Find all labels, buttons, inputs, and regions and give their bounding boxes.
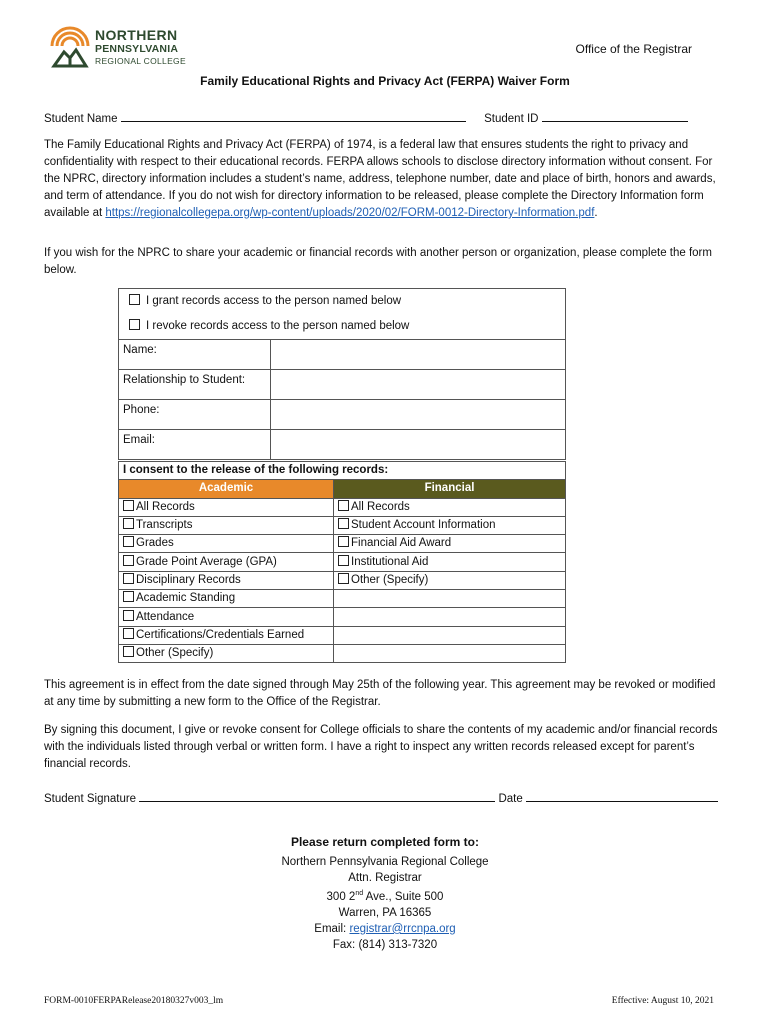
intro-end: . [594,207,598,219]
checkbox[interactable] [123,555,134,566]
registrar-email-link[interactable]: registrar@rrcnpa.org [349,922,456,935]
empty-cell [334,626,566,644]
financial-institutional-aid[interactable] [334,553,566,571]
directory-form-link[interactable]: https://regionalcollegepa.org/wp-content/uploads/2020/02/FORM-0012-Directory-Information.pdf [105,207,595,219]
checkbox[interactable] [123,591,134,602]
academic-transcripts[interactable] [119,516,334,534]
financial-header: Financial [334,480,566,498]
address-street: Ave., Suite 500 [363,890,444,903]
checkbox[interactable] [338,500,349,511]
checkbox[interactable] [123,610,134,621]
logo-line3: REGIONAL COLLEGE [95,55,186,66]
revoke-option[interactable] [129,314,565,339]
name-row [119,340,566,370]
option-label: All Records [136,500,195,513]
email-label: Email: [119,430,271,460]
effective-date: Effective: August 10, 2021 [611,996,714,1006]
return-city: Warren, PA 16365 [338,906,432,919]
address-number: 300 2 [326,890,356,903]
checkbox[interactable] [338,518,349,529]
checkbox[interactable] [123,500,134,511]
academic-all-records[interactable] [119,498,334,516]
return-fax: Fax: (814) 313-7320 [332,938,438,951]
signature-line[interactable] [139,789,495,802]
academic-disciplinary[interactable] [119,571,334,589]
checkbox[interactable] [123,573,134,584]
logo-line2: PENNSYLVANIA [95,43,179,55]
email-label-text: Email: [314,922,350,935]
signature-label: Student Signature [44,793,137,805]
option-label: Financial Aid Award [351,537,452,550]
relationship-label: Relationship to Student: [119,370,271,400]
checkbox[interactable] [338,536,349,547]
financial-aid-award[interactable] [334,535,566,553]
access-table [118,288,566,460]
address-suffix: nd [355,890,364,897]
financial-student-account[interactable] [334,516,566,534]
student-id-line[interactable] [542,109,688,122]
academic-gpa[interactable] [119,553,334,571]
academic-header: Academic [119,480,334,498]
records-heading: I consent to the release of the following records: [119,462,566,480]
student-name-line[interactable] [121,109,466,122]
revoke-checkbox[interactable] [129,319,140,330]
option-label: Academic Standing [136,592,236,605]
option-label: Other (Specify) [351,573,429,586]
checkbox[interactable] [123,518,134,529]
grant-option[interactable] [129,289,565,314]
student-id-label: Student ID [484,113,539,125]
option-label: Grades [136,537,174,550]
academic-certifications[interactable] [119,626,334,644]
college-logo-icon [48,26,92,70]
access-options-cell [119,289,566,340]
academic-attendance[interactable] [119,608,334,626]
student-name-label: Student Name [44,113,118,125]
logo-line1: NORTHERN [95,27,178,43]
intro-text: The Family Educational Rights and Privacy Act (FERPA) of 1974, is a federal law that ensures students the right to privacy and confidentiality with respect to their educational records. FERPA allows schools to disclose directory information without consent. For the NPRC, directory information includes a student’s name, address, telephone number, date and place of birth, honors and awards, and term of attendance. If you do not wish for directory information to be released, please complete the Directory Information form available at [44,139,716,219]
financial-other[interactable] [334,571,566,589]
option-label: Institutional Aid [351,555,429,568]
checkbox[interactable] [338,573,349,584]
college-logo [48,26,198,72]
return-email-line [0,921,770,937]
phone-label: Phone: [119,400,271,430]
email-row [119,430,566,460]
name-label: Name: [119,340,271,370]
revoke-label: I revoke records access to the person named below [146,320,410,332]
office-label: Office of the Registrar [575,42,692,56]
form-title: Family Educational Rights and Privacy Act (FERPA) Waiver Form [200,74,570,88]
option-label: Transcripts [136,519,193,532]
empty-cell [334,644,566,662]
option-label: Other (Specify) [136,647,214,660]
checkbox[interactable] [123,646,134,657]
grant-checkbox[interactable] [129,294,140,305]
share-paragraph: If you wish for the NPRC to share your academic or financial records with another person or organization, please complete the form below. [44,247,712,276]
checkbox[interactable] [123,536,134,547]
name-input[interactable] [271,340,566,370]
agreement-paragraph: This agreement is in effect from the date signed through May 25th of the following year. This agreement may be revoked or modified at any time by submitting a new form to the Office of the Registrar. [44,679,716,708]
academic-standing[interactable] [119,590,334,608]
return-address [0,886,770,905]
option-label: All Records [351,500,410,513]
intro-paragraph [44,137,726,222]
consent-paragraph: By signing this document, I give or revoke consent for College officials to share the contents of my academic and/or financial records with the individuals listed through verbal or written form. I have a right to inspect any written records released except for parent’s financial records. [44,724,718,770]
option-label: Disciplinary Records [136,573,241,586]
empty-cell [334,608,566,626]
grant-label: I grant records access to the person named below [146,295,402,307]
date-line[interactable] [526,789,718,802]
date-label: Date [498,793,523,805]
return-attn: Attn. Registrar [348,872,422,884]
phone-row [119,400,566,430]
option-label: Student Account Information [351,519,496,532]
checkbox[interactable] [123,628,134,639]
return-block [0,834,770,953]
email-input[interactable] [271,430,566,460]
option-label: Grade Point Average (GPA) [136,555,277,568]
academic-other[interactable] [119,644,334,662]
student-fields-row [44,109,734,128]
option-label: Attendance [136,610,195,623]
empty-cell [334,590,566,608]
option-label: Certifications/Credentials Earned [136,628,305,641]
relationship-row [119,370,566,400]
phone-input[interactable] [271,400,566,430]
signature-row [44,789,734,808]
relationship-input[interactable] [271,370,566,400]
records-table [118,461,566,663]
checkbox[interactable] [338,555,349,566]
form-id: FORM-0010FERPARelease20180327v003_lm [44,996,224,1006]
financial-all-records[interactable] [334,498,566,516]
return-org: Northern Pennsylvania Regional College [281,856,489,868]
return-heading: Please return completed form to: [290,835,480,849]
academic-grades[interactable] [119,535,334,553]
